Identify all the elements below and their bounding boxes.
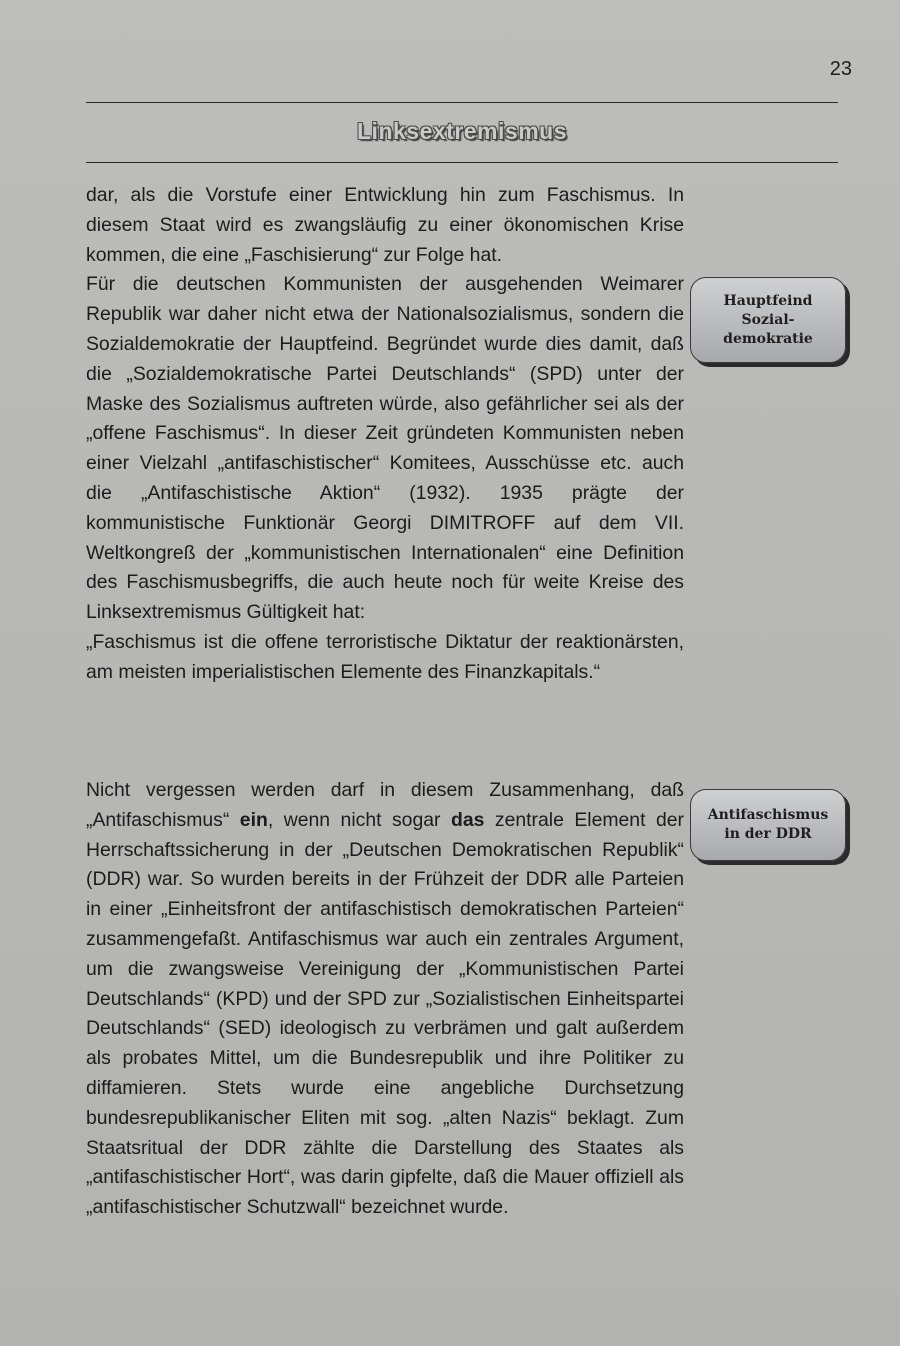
margin-note-line: Hauptfeind [723, 292, 813, 309]
paragraph-2: Für die deutschen Kommunisten der ausgehenden Weimarer Republik war daher nicht etwa der Nationalsozialismus, sondern die Sozialdemokratie der Hauptfeind. Begründet wurde dies damit, daß die „Sozialdemokratische Partei Deutschlands“ (SPD) unter der Maske des Sozialismus auftreten würde, also gefährlicher sei als der „offene Faschismus“. In dieser Zeit gründeten Kommunisten neben einer Vielzahl „antifaschistischer“ Komitees, Ausschüsse etc. auch die „Antifaschistische Aktion“ (1932). 1935 prägte der kommunistische Funktionär Georgi DIMITROFF auf dem VII. Weltkongreß der „kommunistischen Internationalen“ eine Definition des Faschismusbegriffs, die auch heute noch für weite Kreise des Linksextremismus Gültigkeit hat: [86, 273, 684, 624]
page-number: 23 [829, 58, 852, 80]
emphasis-ein: ein [239, 808, 268, 831]
margin-note-line: demokratie [723, 330, 813, 347]
header-rule-bottom [86, 162, 838, 163]
margin-note-line: in der DDR [724, 826, 812, 842]
margin-note-line: Antifaschismus [707, 807, 829, 823]
running-head: Linksextremismus [357, 118, 567, 144]
text-block-2 [86, 776, 684, 1223]
paragraph-3-quote: „Faschismus ist die offene terroristische Diktatur der reaktionärsten, am meisten imperialistischen Elemente des Finanzkapitals.“ [86, 630, 684, 683]
emphasis-das: das [450, 808, 485, 831]
paragraph-4 [86, 776, 684, 1223]
text-block-1 [86, 181, 684, 688]
paragraph-1: dar, als die Vorstufe einer Entwicklung hin zum Faschismus. In diesem Staat wird es zwangsläufig zu einer ökonomischen Krise kommen, die eine „Faschisierung“ zur Folge hat. [86, 184, 684, 266]
margin-note-line: Sozial- [741, 311, 795, 328]
header-rule-top [86, 102, 838, 103]
text-segment: , wenn nicht sogar [267, 808, 451, 831]
text-segment: zentrale Element der Herrschaftssicherung in der „Deutschen Demokratischen Republik“ (DDR) war. So wurden bereits in der Frühzeit der DDR alle Parteien in einer „Einheitsfront der antifaschistisch demokratischen Parteien“ zusammengefaßt. Antifaschismus war auch ein zentrales Argument, um die zwangsweise Vereinigung der „Kommunistischen Partei Deutschlands“ (KPD) und der SPD zur „Sozialistischen Einheitspartei Deutschlands“ (SED) ideologisch zu verbrämen und galt außerdem als probates Mittel, um die Bundesrepublik und ihre Politiker zu diffamieren. Stets wurde eine angebliche Durchsetzung bundesrepublikanischer Eliten mit sog. „alten Nazis“ beklagt. Zum Staatsritual der DDR zählte die Darstellung des Staates als „antifaschistischer Hort“, was darin gipfelte, daß die Mauer offiziell als „antifaschistischer Schutzwall“ bezeichnet wurde. [86, 808, 684, 1219]
margin-note-hauptfeind [690, 277, 846, 363]
margin-note-antifaschismus [690, 789, 846, 861]
text-segment: Nicht vergessen werden darf in diesem Zusammenhang, daß „Antifaschismus“ [86, 779, 684, 831]
